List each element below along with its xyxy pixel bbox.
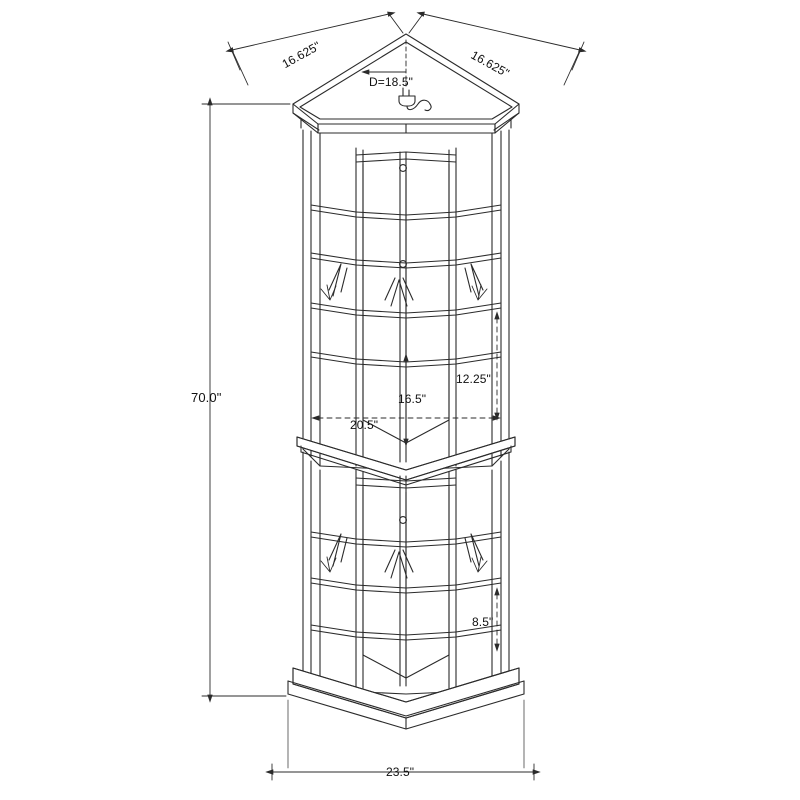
- dimension-label-top-right-facet: 16.625": [468, 47, 512, 81]
- dimension-label-top-left-facet: 16.625": [279, 38, 323, 72]
- cabinet-lower-case: [303, 452, 509, 694]
- dimension-label-overall-width: 23.5": [386, 765, 415, 779]
- upper-door-knob: [400, 165, 407, 268]
- dimension-label-depth: D=18.5": [369, 75, 413, 89]
- dimension-label-interior-width: 20.5": [350, 418, 379, 432]
- dimension-label-lower-shelf: 8.5": [472, 615, 494, 629]
- dimension-label-interior-depth: 16.5": [398, 392, 427, 406]
- lower-door-knob: [400, 517, 407, 524]
- dimension-label-upper-shelf: 12.25": [456, 372, 491, 386]
- dimension-label-overall-height: 70.0": [191, 390, 222, 405]
